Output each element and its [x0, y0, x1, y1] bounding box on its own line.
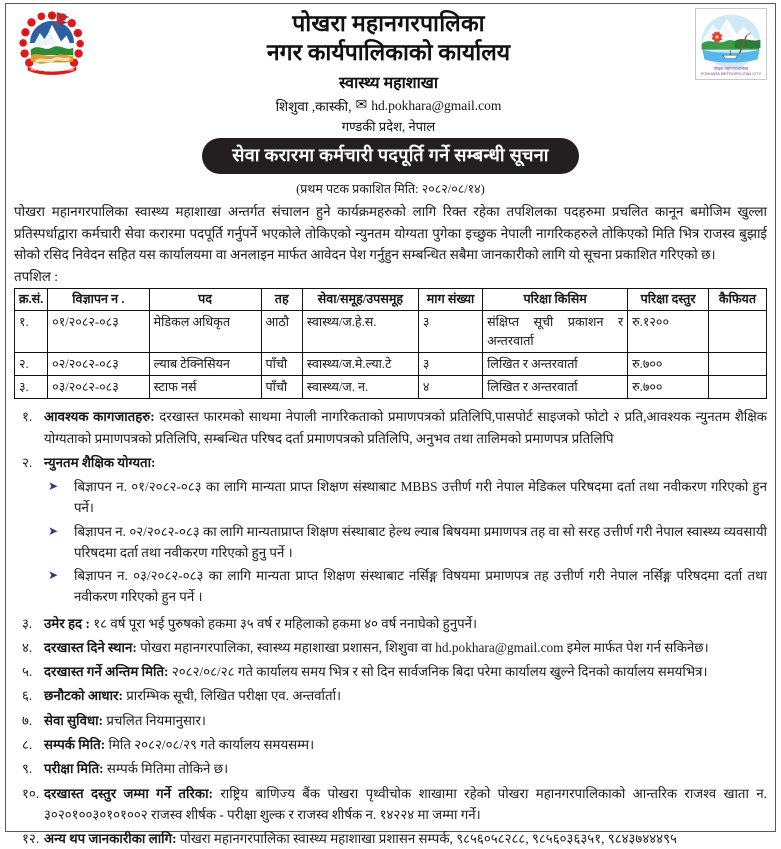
department-name: स्वास्थ्य महाशाखा: [338, 74, 439, 92]
document-header: [14, 6, 767, 135]
list-text: १८ वर्ष पूरा भई पुरुषको हकमा ३५ वर्ष र महिलाको हकमा ४० वर्ष ननाघेको हुनुपर्ने।: [89, 615, 478, 631]
list-text: प्रारम्भिक सूची, लिखित परीक्षा एव. अन्तर्वार्ता।: [122, 688, 342, 704]
cell-exam-type: संक्षिप्त सूची प्रकाशन र अन्तरवार्ता: [483, 311, 628, 353]
list-marker: ९.: [22, 761, 33, 777]
list-item: [14, 828, 767, 849]
list-item: [14, 734, 767, 755]
logo-frame: [695, 8, 767, 80]
cell-demand: ३: [418, 311, 482, 353]
th-service: सेवा/समूह/उपसमूह: [302, 289, 418, 311]
list-content: [44, 685, 767, 706]
address-text: शिशुवा ,कास्की,: [275, 98, 352, 114]
list-label: छनौटको आधार:: [44, 688, 123, 704]
svg-text:जननी जन्मभूमिश्च स्वर्गादपि गर: जननी जन्मभूमिश्च स्वर्गादपि गरीयसी: [30, 68, 74, 73]
cell-post: ल्याब टेक्निसियन: [149, 352, 261, 375]
cell-exam-fee: रु.७००: [628, 352, 709, 375]
list-item: [14, 685, 767, 706]
svg-text:पोखरा महानगरपालिका: पोखरा महानगरपालिका: [713, 65, 749, 71]
list-content: [44, 710, 767, 731]
table-row: [15, 311, 767, 353]
list-marker: ४.: [22, 639, 33, 655]
list-label: सम्पर्क मिति:: [44, 737, 106, 753]
th-serial: क्र.सं.: [15, 289, 48, 311]
notice-banner-wrap: [14, 138, 767, 174]
list-item: [14, 661, 767, 682]
table-row: [15, 352, 767, 375]
cell-service: स्वास्थ्य/ज.हे.स.: [302, 311, 418, 353]
list-item: [14, 406, 767, 449]
list-text: प्रचलित नियमानुसार।: [103, 712, 206, 728]
th-post: पद: [149, 289, 261, 311]
sub-item-text: बिज्ञापन न. ०१/२०८२-०८३ का लागि मान्यता प्राप्त शिक्षण संस्थाबाट MBBS उत्तीर्ण गरी नेपाल मेडिकल परिषदमा दर्ता तथा नवीकरण गरिएको हुन पर्ने।: [74, 479, 767, 516]
email-address[interactable]: hd.pokhara@gmail.com: [371, 97, 502, 113]
list-text: दरखास्त फारमको साथमा नेपाली नागरिकताको प्रमाणपत्रको प्रतिलिपि,पासपोर्ट साइजको फोटो २ प्रति,आवश्यक न्युनतम शैक्षिक योग्यताको प्रमाणपत्रको प्रतिलिपि, सम्बन्धित परिषद दर्ता प्रमाणपत्रको प्रतिलिपि, अनुभव तथा तालिमको प्रमाणपत्र प्रतिलिपि: [44, 409, 767, 446]
list-content: [44, 613, 767, 634]
province-country: गण्डकी प्रदेश, नेपाल: [341, 118, 436, 134]
notice-title-banner: सेवा करारमा कर्मचारी पदपूर्ति गर्ने सम्बन्धी सूचना: [202, 138, 579, 174]
cell-service: स्वास्थ्य/ज.मे.ल्या.टे: [302, 352, 418, 375]
list-marker: १.: [22, 409, 33, 425]
cell-demand: ३: [418, 352, 482, 375]
svg-text:POKHARA METROPOLITAN CITY: POKHARA METROPOLITAN CITY: [700, 70, 762, 76]
list-label: दरखास्त दिने स्थान:: [44, 639, 137, 655]
sub-item-text: बिज्ञापन न. ०२/२०८२-०८३ का लागि मान्यताप्राप्त शिक्षण संस्थाबाट हेल्थ ल्याब बिषयमा प्रमाणपत्र तह वा सो सरह उत्तीर्ण गरी नेपाल स्वास्थ्य व्यवसायी परिषदमा दर्ता तथा नवीकरण गरिएको हुनु पर्ने ।: [74, 523, 767, 560]
notice-body-paragraph: पोखरा महानगरपालिका स्वास्थ्य महाशाखा अन्तर्गत संचालन हुने कार्यक्रमहरुको लागि रिक्त रहेका तपशिलका पदहरुमा प्रचलित कानून बमोजिम खुल्ला प्रतिस्पर्धाद्वारा कर्मचारी सेवा करारमा पदपूर्ति गर्नुपर्ने भएकोले तोकिएको न्युनतम योग्यता पुगेका इच्छुक नेपाली नागरिकहरुले तोकिएको मिति भित्र राजस्व बुझाई सोको रसिद निवेदन सहित यस कार्यालयमा वा अनलाइन मार्फत आवेदन पेश गर्नुहुन सम्बन्धित सबैमा जानकारीको लागि यो सूचना प्रकाशित गरिएको छ।: [14, 203, 767, 263]
table-header-row: [15, 289, 767, 311]
th-advert-no: विज्ञापन न .: [48, 289, 150, 311]
list-marker: ६.: [22, 688, 33, 704]
th-exam-type: परिक्षा किसिम: [483, 289, 628, 311]
cell-level: पाँचौ: [261, 352, 302, 375]
th-demand: माग संख्या: [418, 289, 482, 311]
list-item: [14, 637, 767, 658]
cell-advert-no: ०३/२०८२-०८३: [48, 376, 150, 399]
list-label: न्युनतम शैक्षिक योग्यता:: [44, 454, 156, 470]
envelope-icon: ✉: [355, 97, 368, 113]
pokhara-metropolitan-city-logo-icon: [696, 9, 766, 79]
list-marker: ७.: [22, 712, 33, 728]
list-label: सेवा सुविधा:: [44, 712, 104, 728]
vacancy-table: [14, 288, 767, 399]
th-level: तह: [261, 289, 302, 311]
nepal-national-emblem-icon: [14, 8, 90, 84]
qualification-sublist: [44, 476, 767, 608]
list-item: [14, 710, 767, 731]
publish-date: (प्रथम पटक प्रकाशित मिति: २०८२/०८/१४): [296, 181, 485, 196]
cell-serial: १.: [15, 311, 48, 353]
list-marker: ८.: [22, 737, 33, 753]
list-label: परीक्षा मिति:: [44, 761, 104, 777]
tapasil-label: तपशिल :: [14, 269, 58, 285]
municipality-name: पोखरा महानगरपालिका: [292, 11, 485, 36]
table-row: [15, 376, 767, 399]
list-marker: ३.: [22, 615, 33, 631]
pokhara-logo-container: [685, 8, 767, 80]
list-text: पोखरा महानगरपालिका स्वास्थ्य महाशाखा प्रशासन सम्पर्क, ९८५६०५८२८८, ९८५६०३६३५१, ९८४३७४४४९५: [176, 831, 677, 847]
sub-item-text: बिज्ञापन न. ०३/२०८२-०८३ का लागि मान्यता प्राप्त शिक्षण संस्थाबाट नर्सिङ्ग विषयमा प्रमाणपत्र तह उत्तीर्ण गरी नेपाल नर्सिङ्ग परिषदमा दर्ता तथा नवीकरण गरिएको हुन पर्ने ।: [74, 568, 767, 605]
list-text: मिति २०८२/०८/२९ गते कार्यालय समयसम्म।: [105, 737, 315, 753]
list-content: [44, 783, 767, 826]
list-content: [44, 637, 767, 658]
arrow-bullet-icon: ➤: [48, 479, 59, 494]
list-marker: १२.: [22, 831, 40, 847]
list-content: [44, 828, 767, 849]
nepal-emblem-container: [14, 8, 92, 89]
cell-post: मेडिकल अधिकृत: [149, 311, 261, 353]
cell-level: आठौ: [261, 311, 302, 353]
cell-remarks: [708, 352, 766, 375]
list-content: [44, 734, 767, 755]
cell-level: पाँचौ: [261, 376, 302, 399]
list-text: राष्ट्रिय बाणिज्य बैंक पोखरा पृथ्वीचोक शाखामा रहेको पोखरा महानगरपालिकाको आन्तरिक राजश्व खाता न. ३०२०१००३०१०१००२ राजस्व शीर्षक - परीक्षा शुल्क र राजस्व शीर्षक न. १४२२४ मा जम्मा गर्ने।: [44, 785, 767, 822]
list-text: सम्पर्क मितिमा तोकिने छ।: [103, 761, 229, 777]
cell-exam-fee: रु.७००: [628, 376, 709, 399]
list-text: २०८२/०८/२८ गते कार्यालय समय भित्र र सो दिन सार्वजनिक बिदा परेमा कार्यालय खुल्ने दिनको कार्यालय समयभित्र।: [168, 664, 708, 680]
list-text: पोखरा महानगरपालिका, स्वास्थ्य महाशाखा प्रशासन, शिशुवा वा hd.pokhara@gmail.com इमेल मार्फत पेश गर्न सकिनेछ।: [136, 639, 709, 655]
list-item: [44, 521, 767, 564]
list-marker: ५.: [22, 664, 33, 680]
cell-exam-type: लिखित र अन्तरवार्ता: [483, 352, 628, 375]
list-item: [14, 452, 767, 610]
list-item: [14, 783, 767, 826]
cell-service: स्वास्थ्य/ज. न.: [302, 376, 418, 399]
cell-post: स्टाफ नर्स: [149, 376, 261, 399]
list-label: आवश्यक कागजातहरु:: [44, 409, 155, 425]
cell-serial: २.: [15, 352, 48, 375]
list-item: [14, 613, 767, 634]
list-content: [44, 406, 767, 449]
header-text-block: [92, 8, 685, 135]
cell-exam-type: लिखित र अन्तरवार्ता: [483, 376, 628, 399]
cell-remarks: [708, 311, 766, 353]
conditions-list: [14, 406, 767, 849]
th-remarks: कैफियत: [708, 289, 766, 311]
office-name: नगर कार्यपालिकाको कार्यालय: [266, 39, 511, 65]
list-item: [44, 476, 767, 519]
list-content: [44, 661, 767, 682]
list-item: [14, 758, 767, 779]
list-marker: १०.: [22, 785, 40, 801]
list-content: [44, 758, 767, 779]
list-label: दरखास्त दस्तुर जम्मा गर्ने तरिका:: [44, 785, 213, 801]
cell-remarks: [708, 376, 766, 399]
arrow-bullet-icon: ➤: [48, 523, 59, 538]
list-label: उमेर हद :: [44, 615, 90, 631]
list-marker: २.: [22, 454, 33, 470]
cell-demand: ४: [418, 376, 482, 399]
cell-advert-no: ०१/२०८२-०८३: [48, 311, 150, 353]
cell-exam-fee: रु.१२००: [628, 311, 709, 353]
address-email-line: [92, 97, 685, 115]
list-content: [44, 452, 767, 610]
cell-serial: ३.: [15, 376, 48, 399]
list-item: [44, 565, 767, 608]
cell-advert-no: ०२/२०८२-०८३: [48, 352, 150, 375]
arrow-bullet-icon: ➤: [48, 568, 59, 583]
th-exam-fee: परिक्षा दस्तुर: [628, 289, 709, 311]
list-label: दरखास्त गर्ने अन्तिम मिति:: [44, 664, 169, 680]
list-label: अन्य थप जानकारीका लागि:: [44, 831, 177, 847]
